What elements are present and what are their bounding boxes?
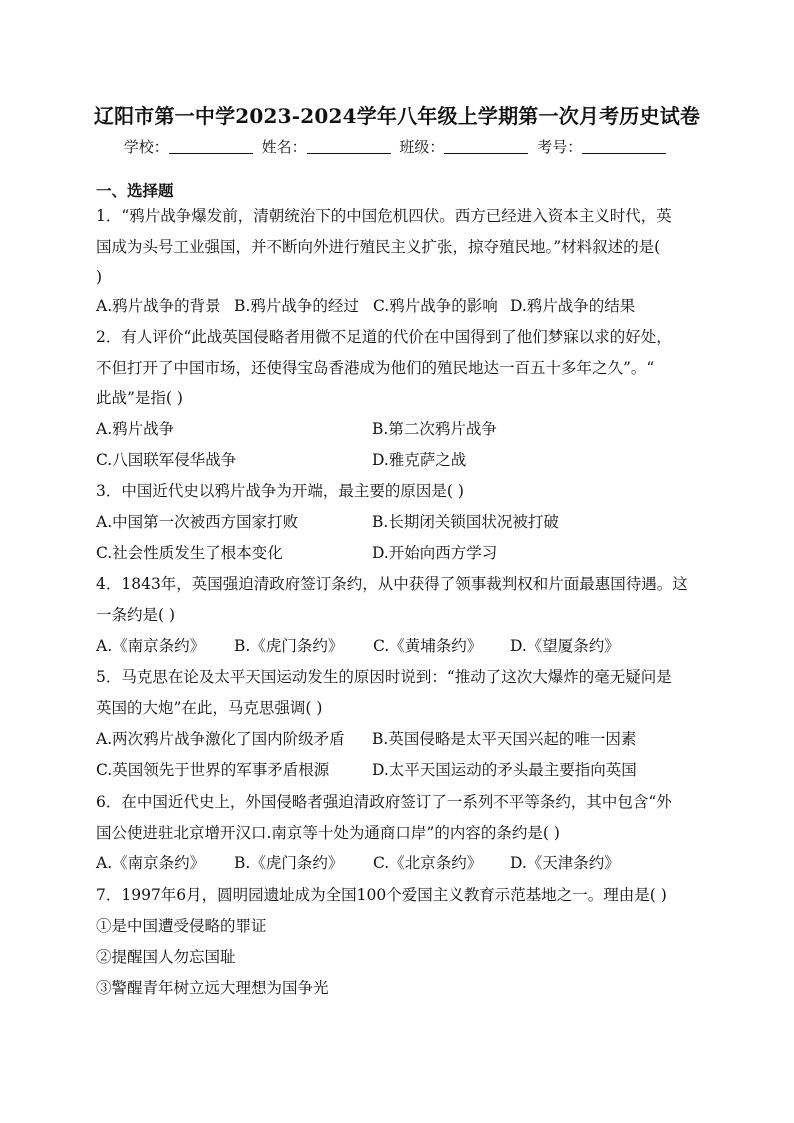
q2-option-b[interactable]: B.第二次鸦片战争 (372, 420, 497, 438)
q1-stem-line3: ) (96, 268, 103, 286)
q6-stem-line2: 国公使进驻北京增开汉口.南京等十处为通商口岸”的内容的条约是( ) (96, 824, 560, 842)
q7-stem-line1: 7．1997年6月，圆明园遗址成为全国100个爱国主义教育示范基地之一。理由是( ) (96, 886, 667, 904)
q3-option-a[interactable]: A.中国第一次被西方国家打败 (96, 513, 299, 531)
q5-stem-line1: 5．马克思在论及太平天国运动发生的原因时说到：“推动了这次大爆炸的毫无疑问是 (96, 668, 672, 686)
q4-option-d[interactable]: D.《望厦条约》 (510, 637, 620, 655)
q7-item-2: ②提醒国人勿忘国耻 (96, 948, 236, 966)
q5-option-c[interactable]: C.英国领先于世界的军事矛盾根源 (96, 761, 330, 779)
q4-option-a[interactable]: A.《南京条约》 (96, 637, 206, 655)
exam-number-blank[interactable] (582, 139, 666, 154)
q1-option-b[interactable]: B.鸦片战争的经过 (234, 297, 359, 315)
q5-option-b[interactable]: B.英国侵略是太平天国兴起的唯一因素 (372, 730, 637, 748)
q3-stem-line1: 3．中国近代史以鸦片战争为开端，最主要的原因是( ) (96, 482, 464, 500)
q5-option-d[interactable]: D.太平天国运动的矛头最主要指向英国 (372, 761, 637, 779)
student-info-row (0, 136, 794, 157)
school-blank[interactable] (169, 139, 253, 154)
q5-stem-line2: 英国的大炮”在此，马克思强调( ) (96, 699, 323, 717)
name-label: 姓名： (261, 138, 307, 156)
q3-option-b[interactable]: B.长期闭关锁国状况被打破 (372, 513, 559, 531)
q2-option-a[interactable]: A.鸦片战争 (96, 420, 175, 438)
q2-stem-line2: 不但打开了中国市场，还使得宝岛香港成为他们的殖民地达一百五十多年之久”。“ (96, 359, 655, 377)
q1-option-c[interactable]: C.鸦片战争的影响 (373, 297, 498, 315)
q6-stem-line1: 6．在中国近代史上，外国侵略者强迫清政府签订了一系列不平等条约，其中包含“外 (96, 793, 672, 811)
q3-option-c[interactable]: C.社会性质发生了根本变化 (96, 544, 283, 562)
q3-option-d[interactable]: D.开始向西方学习 (372, 544, 498, 562)
q1-stem-line1: 1．“鸦片战争爆发前，清朝统治下的中国危机四伏。西方已经进入资本主义时代，英 (96, 207, 672, 225)
q7-item-3: ③警醒青年树立远大理想为国争光 (96, 979, 329, 997)
school-label: 学校： (123, 138, 169, 156)
q6-option-c[interactable]: C.《北京条约》 (373, 854, 483, 872)
exam-title: 辽阳市第一中学2023-2024学年八年级上学期第一次月考历史试卷 (93, 104, 701, 128)
class-label: 班级： (399, 138, 445, 156)
q2-stem-line3: 此战”是指( ) (96, 389, 183, 407)
q1-option-a[interactable]: A.鸦片战争的背景 (96, 297, 221, 315)
exam-number-label: 考号： (537, 138, 583, 156)
q6-option-d[interactable]: D.《天津条约》 (510, 854, 620, 872)
q4-option-c[interactable]: C.《黄埔条约》 (373, 637, 483, 655)
name-blank[interactable] (307, 139, 391, 154)
q4-stem-line1: 4．1843年，英国强迫清政府签订条约，从中获得了领事裁判权和片面最惠国待遇。这 (96, 575, 688, 593)
q2-stem-line1: 2．有人评价“此战英国侵略者用微不足道的代价在中国得到了他们梦寐以求的好处， (96, 328, 672, 346)
class-blank[interactable] (444, 139, 528, 154)
q2-option-d[interactable]: D.雅克萨之战 (372, 451, 467, 469)
q1-option-d[interactable]: D.鸦片战争的结果 (510, 297, 636, 315)
q2-option-c[interactable]: C.八国联军侵华战争 (96, 451, 237, 469)
q6-option-b[interactable]: B.《虎门条约》 (234, 854, 344, 872)
q4-stem-line2: 一条约是( ) (96, 606, 176, 624)
q5-option-a[interactable]: A.两次鸦片战争激化了国内阶级矛盾 (96, 730, 345, 748)
q4-option-b[interactable]: B.《虎门条约》 (234, 637, 344, 655)
q1-stem-line2: 国成为头号工业强国，并不断向外进行殖民主义扩张，掠夺殖民地。”材料叙述的是( (96, 238, 661, 256)
section-heading: 一、选择题 (96, 181, 174, 200)
q6-option-a[interactable]: A.《南京条约》 (96, 854, 206, 872)
q7-item-1: ①是中国遭受侵略的罪证 (96, 917, 267, 935)
